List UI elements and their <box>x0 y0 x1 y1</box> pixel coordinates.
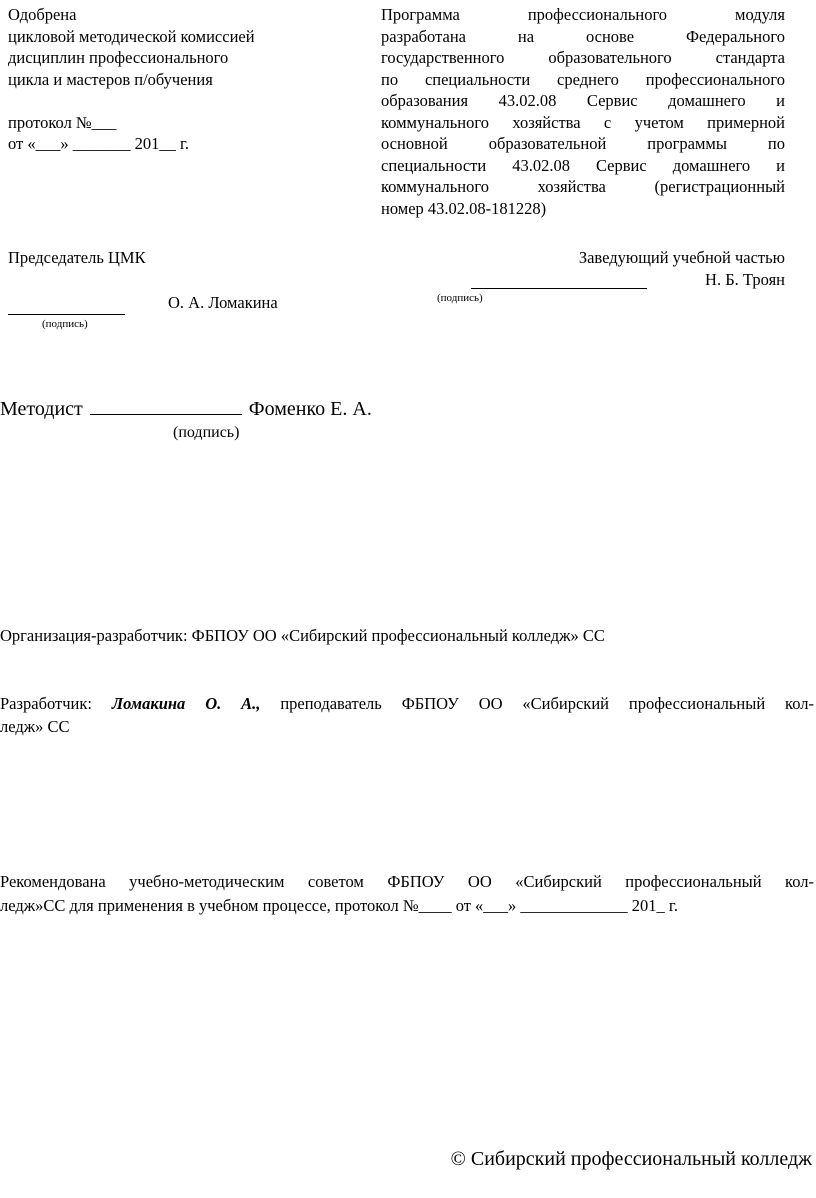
program-line: специальности 43.02.08 Сервис домашнего и <box>381 155 785 175</box>
head-name: Н. Б. Троян <box>705 270 785 289</box>
developer-rest: преподаватель ФБПОУ ОО «Сибирский профессиональный кол- <box>280 694 814 713</box>
copyright: © Сибирский профессиональный колледж <box>450 1148 812 1170</box>
approval-protocol: протокол №___ <box>8 112 117 132</box>
program-line: номер 43.02.08-181228) <box>381 198 547 218</box>
program-block <box>381 4 785 219</box>
program-line: коммунального хозяйства (регистрационный <box>381 177 785 196</box>
approval-block <box>8 4 338 155</box>
chair-title: Председатель ЦМК <box>8 248 146 267</box>
approval-date: от «___» _______ 201__ г. <box>8 134 190 153</box>
developer-line <box>0 693 814 715</box>
methodist-name: Фоменко Е. А. <box>248 398 372 420</box>
program-line: основной образовательной программы по <box>381 134 785 153</box>
recommendation-line-2: ледж»СС для применения в учебном процессе, протокол №____ от «___» _____________ 201_ г. <box>0 896 678 915</box>
recommendation-line-1: Рекомендована учебно-методическим советом ФБПОУ ОО «Сибирский профессиональный кол- <box>0 872 814 891</box>
program-line: разработана на основе Федерального <box>381 26 785 46</box>
head-title: Заведующий учебной частью <box>578 248 785 267</box>
chair-signature-line <box>8 314 125 315</box>
program-line: государственного образовательного стандарта <box>381 48 785 67</box>
approval-line: дисциплин профессионального <box>8 48 229 67</box>
program-line: по специальности среднего профессионального <box>381 69 785 89</box>
program-line: коммунального хозяйства с учетом примерной <box>381 112 785 132</box>
methodist-signature-line <box>90 396 242 415</box>
methodist-signature-caption: (подпись) <box>173 424 240 441</box>
methodist-label: Методист <box>0 398 83 420</box>
head-signature-caption: (подпись) <box>437 292 483 304</box>
developer-name: Ломакина О. А., <box>111 694 261 713</box>
developer-line-2: ледж» СС <box>0 717 70 736</box>
methodist-row <box>0 395 372 423</box>
program-line: Программа профессионального модуля <box>381 5 785 24</box>
approval-line: цикла и мастеров п/обучения <box>8 69 213 89</box>
approval-line: Одобрена <box>8 5 77 24</box>
developer-prefix: Разработчик: <box>0 694 112 713</box>
chair-signature-caption: (подпись) <box>42 318 88 330</box>
organization-line: Организация-разработчик: ФБПОУ ОО «Сибирский профессиональный колледж» СС <box>0 626 605 645</box>
chair-name: О. А. Ломакина <box>168 293 278 312</box>
approval-line: цикловой методической комиссией <box>8 26 255 46</box>
head-signature-line <box>471 288 647 289</box>
program-line: образования 43.02.08 Сервис домашнего и <box>381 91 785 110</box>
